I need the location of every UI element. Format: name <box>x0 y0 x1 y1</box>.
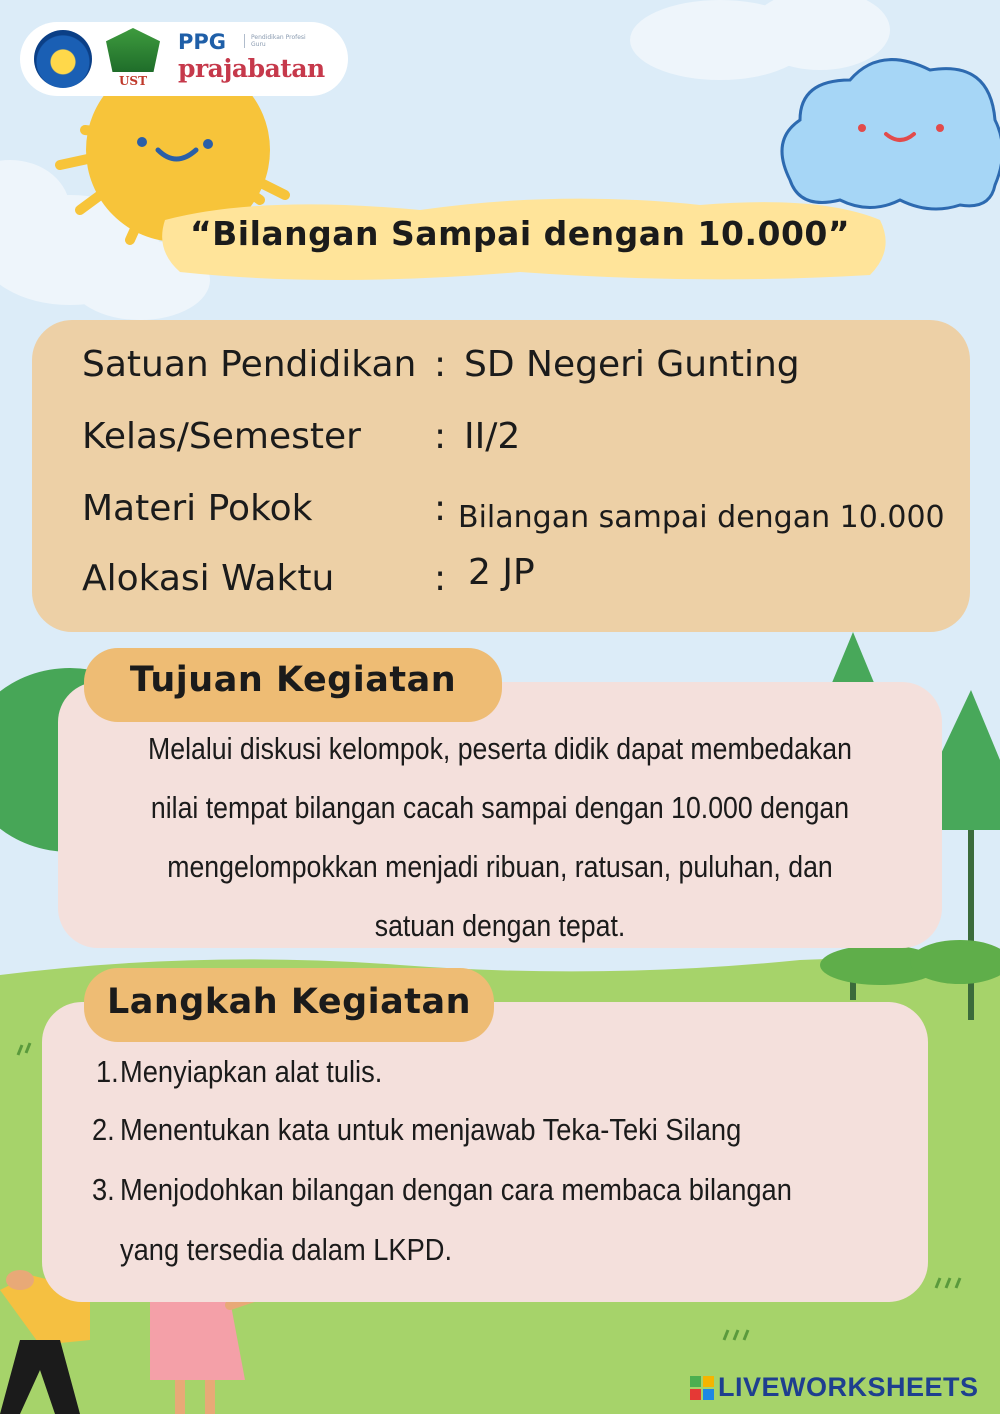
liveworksheets-logo-icon <box>690 1376 714 1400</box>
langkah-step-number: 2. <box>92 1112 115 1147</box>
info-value-alokasi: 2 JP <box>468 552 535 593</box>
info-label-satuan: Satuan Pendidikan <box>82 344 417 385</box>
langkah-step-text: Menentukan kata untuk menjawab Teka-Teki Silang <box>120 1112 742 1147</box>
info-colon: : <box>434 344 447 385</box>
langkah-heading: Langkah Kegiatan <box>106 982 472 1022</box>
info-colon: : <box>434 488 447 529</box>
tujuan-heading: Tujuan Kegiatan <box>129 660 457 700</box>
info-value-satuan: SD Negeri Gunting <box>464 344 800 385</box>
langkah-step-text: yang tersedia dalam LKPD. <box>120 1232 453 1267</box>
tujuan-line: satuan dengan tepat. <box>374 908 626 943</box>
ppg-logo-title: PPG <box>178 30 227 54</box>
kemendikbud-logo-icon <box>34 30 92 88</box>
page-title: “Bilangan Sampai dengan 10.000” <box>189 214 851 253</box>
info-label-materi: Materi Pokok <box>82 488 313 529</box>
info-value-kelas: II/2 <box>464 416 521 457</box>
tujuan-line: nilai tempat bilangan cacah sampai dengan 10.000 dengan <box>150 790 850 825</box>
tujuan-line: Melalui diskusi kelompok, peserta didik dapat membedakan <box>148 731 852 766</box>
langkah-step-number: 3. <box>92 1172 115 1207</box>
ppg-logo-subtitle: Pendidikan Profesi Guru <box>244 34 311 48</box>
langkah-step-text: Menjodohkan bilangan dengan cara membaca bilangan <box>120 1172 792 1207</box>
info-colon: : <box>434 416 447 457</box>
info-value-materi: Bilangan sampai dengan 10.000 <box>458 500 945 535</box>
ust-logo <box>106 28 160 90</box>
tujuan-paragraph <box>104 719 895 955</box>
info-label-alokasi: Alokasi Waktu <box>82 558 335 599</box>
ust-emblem-icon <box>106 28 160 72</box>
langkah-step-text: Menyiapkan alat tulis. <box>120 1054 383 1089</box>
langkah-step-number: 1. <box>96 1054 119 1089</box>
ppg-logo-word: prajabatan <box>178 54 325 83</box>
tujuan-line: mengelompokkan menjadi ribuan, ratusan, puluhan, dan <box>167 849 833 884</box>
info-label-kelas: Kelas/Semester <box>82 416 361 457</box>
liveworksheets-brand[interactable]: LIVEWORKSHEETS <box>718 1372 979 1402</box>
ust-logo-text: UST <box>118 74 148 88</box>
info-colon: : <box>434 558 447 599</box>
